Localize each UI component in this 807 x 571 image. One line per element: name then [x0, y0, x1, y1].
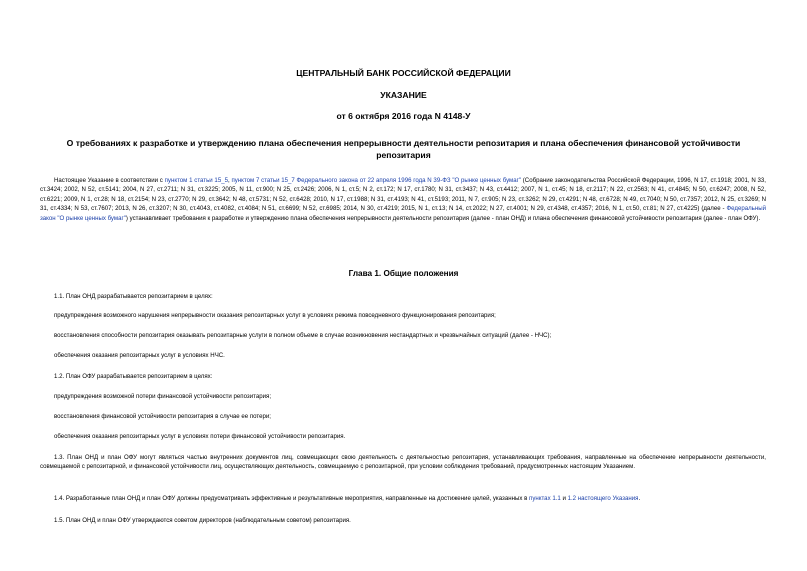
clause-1-4-text-1: 1.4. Разработанные план ОНД и план ОФУ должны предусматривать эффективные и результативные мероприятия, направленные на достижение целей, указанных в [54, 495, 530, 502]
securities-market-law-link[interactable]: Федеральный закон "О рынке ценных бумаг" [40, 205, 766, 222]
clause-1-2: 1.2. План ОФУ разрабатывается репозитарием в целях: [54, 373, 213, 380]
law-article-15-5-link[interactable]: пунктом 1 статьи 15_5 [164, 177, 228, 184]
clause-1-1-item-1: предупреждения возможного нарушения непрерывности оказания репозитарных услуг в условиях режима повседневного функционирования репозитария; [54, 312, 496, 319]
clause-1-5: 1.5. План ОНД и план ОФУ утверждаются советом директоров (наблюдательным советом) репозитария. [54, 517, 351, 524]
preamble-paragraph [40, 176, 766, 223]
document-title: О требованиях к разработке и утверждению плана обеспечения непрерывности деятельности репозитария и плана обеспечения финансовой устойчивости репозитария [66, 138, 741, 160]
clause-1-4-text-2: и [560, 495, 568, 502]
clause-1-2-item-2: восстановления финансовой устойчивости репозитария в случае ее потери; [54, 413, 271, 420]
preamble-text-1: Настоящее Указание в соответствии с [54, 177, 165, 184]
clause-1-2-item-3: обеспечения оказания репозитарных услуг в условиях потери финансовой устойчивости репозитария. [54, 433, 346, 440]
document-type-heading: УКАЗАНИЕ [380, 90, 427, 100]
document-date-number: от 6 октября 2016 года N 4148-У [336, 111, 471, 121]
law-article-15-7-link[interactable]: пунктом 7 статьи 15_7 Федерального закона от 22 апреля 1996 года N 39-ФЗ "О рынке ценных бумаг" [231, 177, 522, 184]
clause-1-2-link[interactable]: 1.2 настоящего Указания [567, 495, 639, 502]
preamble-text-4: ) устанавливает требования к разработке и утверждению плана обеспечения непрерывности деятельности репозитария (далее - план ОНД) и плана обеспечения финансовой устойчивости репозитария (далее - план ОФУ). [125, 214, 761, 222]
clause-1-4 [40, 494, 766, 503]
chapter-heading: Глава 1. Общие положения [348, 269, 459, 278]
clause-1-3: 1.3. План ОНД и план ОФУ могут являться частью внутренних документов лиц, совмещающих свою деятельность с деятельностью репозитария, устанавливающих требования, направленные на обеспечение непрерывности деятельности, совмещаемой с репозитарной, и финансовой устойчивости лиц, осуществляющих деятельность, совмещаемую с репозитарной, при условии соблюдения требований, предусмотренных настоящим Указанием. [40, 454, 766, 471]
issuer-heading: ЦЕНТРАЛЬНЫЙ БАНК РОССИЙСКОЙ ФЕДЕРАЦИИ [296, 68, 511, 78]
clause-1-1-link[interactable]: пунктах 1.1 [529, 495, 561, 502]
clause-1-2-item-1: предупреждения возможной потери финансовой устойчивости репозитария; [54, 393, 272, 400]
preamble-text-2: , [227, 177, 232, 184]
preamble-text-3: (Собрание законодательства Российской Федерации, 1996, N 17, ст.1918; 2001, N 33, ст.3424; 2002, N 52, ст.5141; 2004, N 27, ст.2711; N 31, ст.3225; 2005, N 11, ст.900; N 25, ст.2426; 2006, N 1, ст.5; N 2, ст.172; N 17, ст.1780; N 31, ст.3437; N 43, ст.4412; 2007, N 1, ст.45; N 18, ст.2117; N 22, ст.2563; N 41, ст.4845; N 50, ст.6247; 2008, N 52, ст.6221; 2009, N 1, ст.28; N 18, ст.2154; N 23, ст.2770; N 29, ст.3642; N 48, ст.5731; N 52, ст.6428; 2010, N 17, ст.1988; N 31, ст.4193; N 41, ст.5193; 2011, N 7, ст.905; N 23, ст.3262; N 29, ст.4291; N 48, ст.6728; N 49, ст.7040; N 50, ст.7357; 2012, N 25, ст.3269; N 31, ст.4334; N 53, ст.7607; 2013, N 26, ст.3207; N 30, ст.4043, ст.4082, ст.4084; N 51, ст.6699; N 52, ст.6985; 2014, N 30, ст.4219; 2015, N 1, ст.13; N 14, ст.2022; N 27, ст.4001; N 29, ст.4348, ст.4357; 2016, N 1, ст.50, ст.81; N 27, ст.4225) (далее - [40, 177, 766, 213]
clause-1-1: 1.1. План ОНД разрабатывается репозитарием в целях: [54, 293, 213, 300]
clause-1-1-item-3: обеспечения оказания репозитарных услуг в условиях НЧС. [54, 352, 225, 359]
clause-1-4-text-3: . [638, 495, 641, 502]
clause-1-1-item-2: восстановления способности репозитария оказывать репозитарные услуги в полном объеме в случае возникновения нестандартных и чрезвычайных ситуаций (далее - НЧС); [54, 332, 552, 339]
